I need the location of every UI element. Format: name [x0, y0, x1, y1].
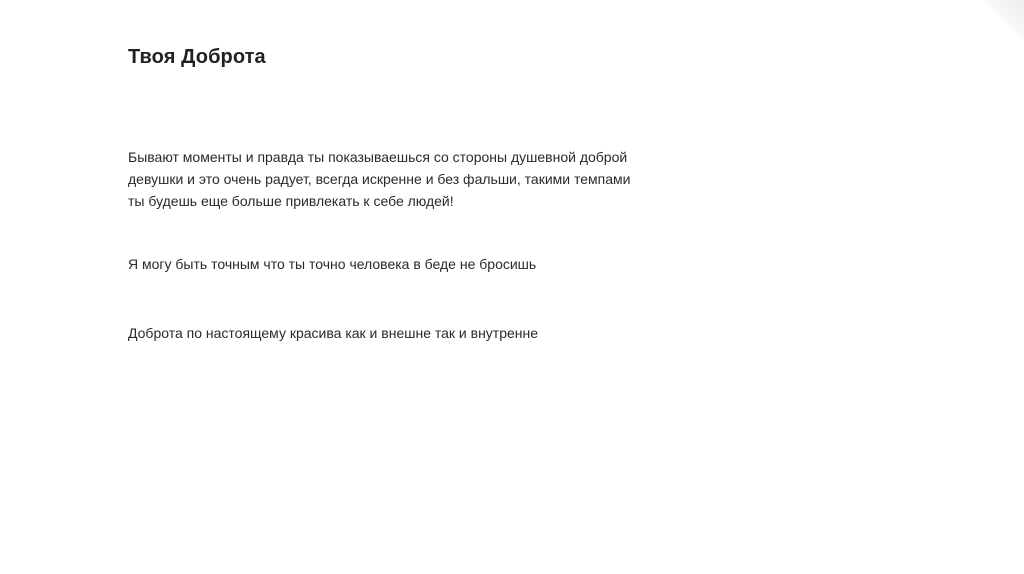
paragraph-kindness-moments: Бывают моменты и правда ты показываешься со стороны душевной доброй девушки и это очень радует, всегда искренне и без фальши, такими темпами ты будешь еще больше привлекать к себе людей! [128, 149, 631, 209]
paragraph-true-beauty: Доброта по настоящему красива как и внешне так и внутренне [128, 325, 539, 341]
page-curl-corner [984, 0, 1024, 40]
paragraph-wont-abandon: Я могу быть точным что ты точно человека в беде не бросишь [128, 256, 537, 272]
slide-title: Твоя Доброта [128, 46, 266, 68]
